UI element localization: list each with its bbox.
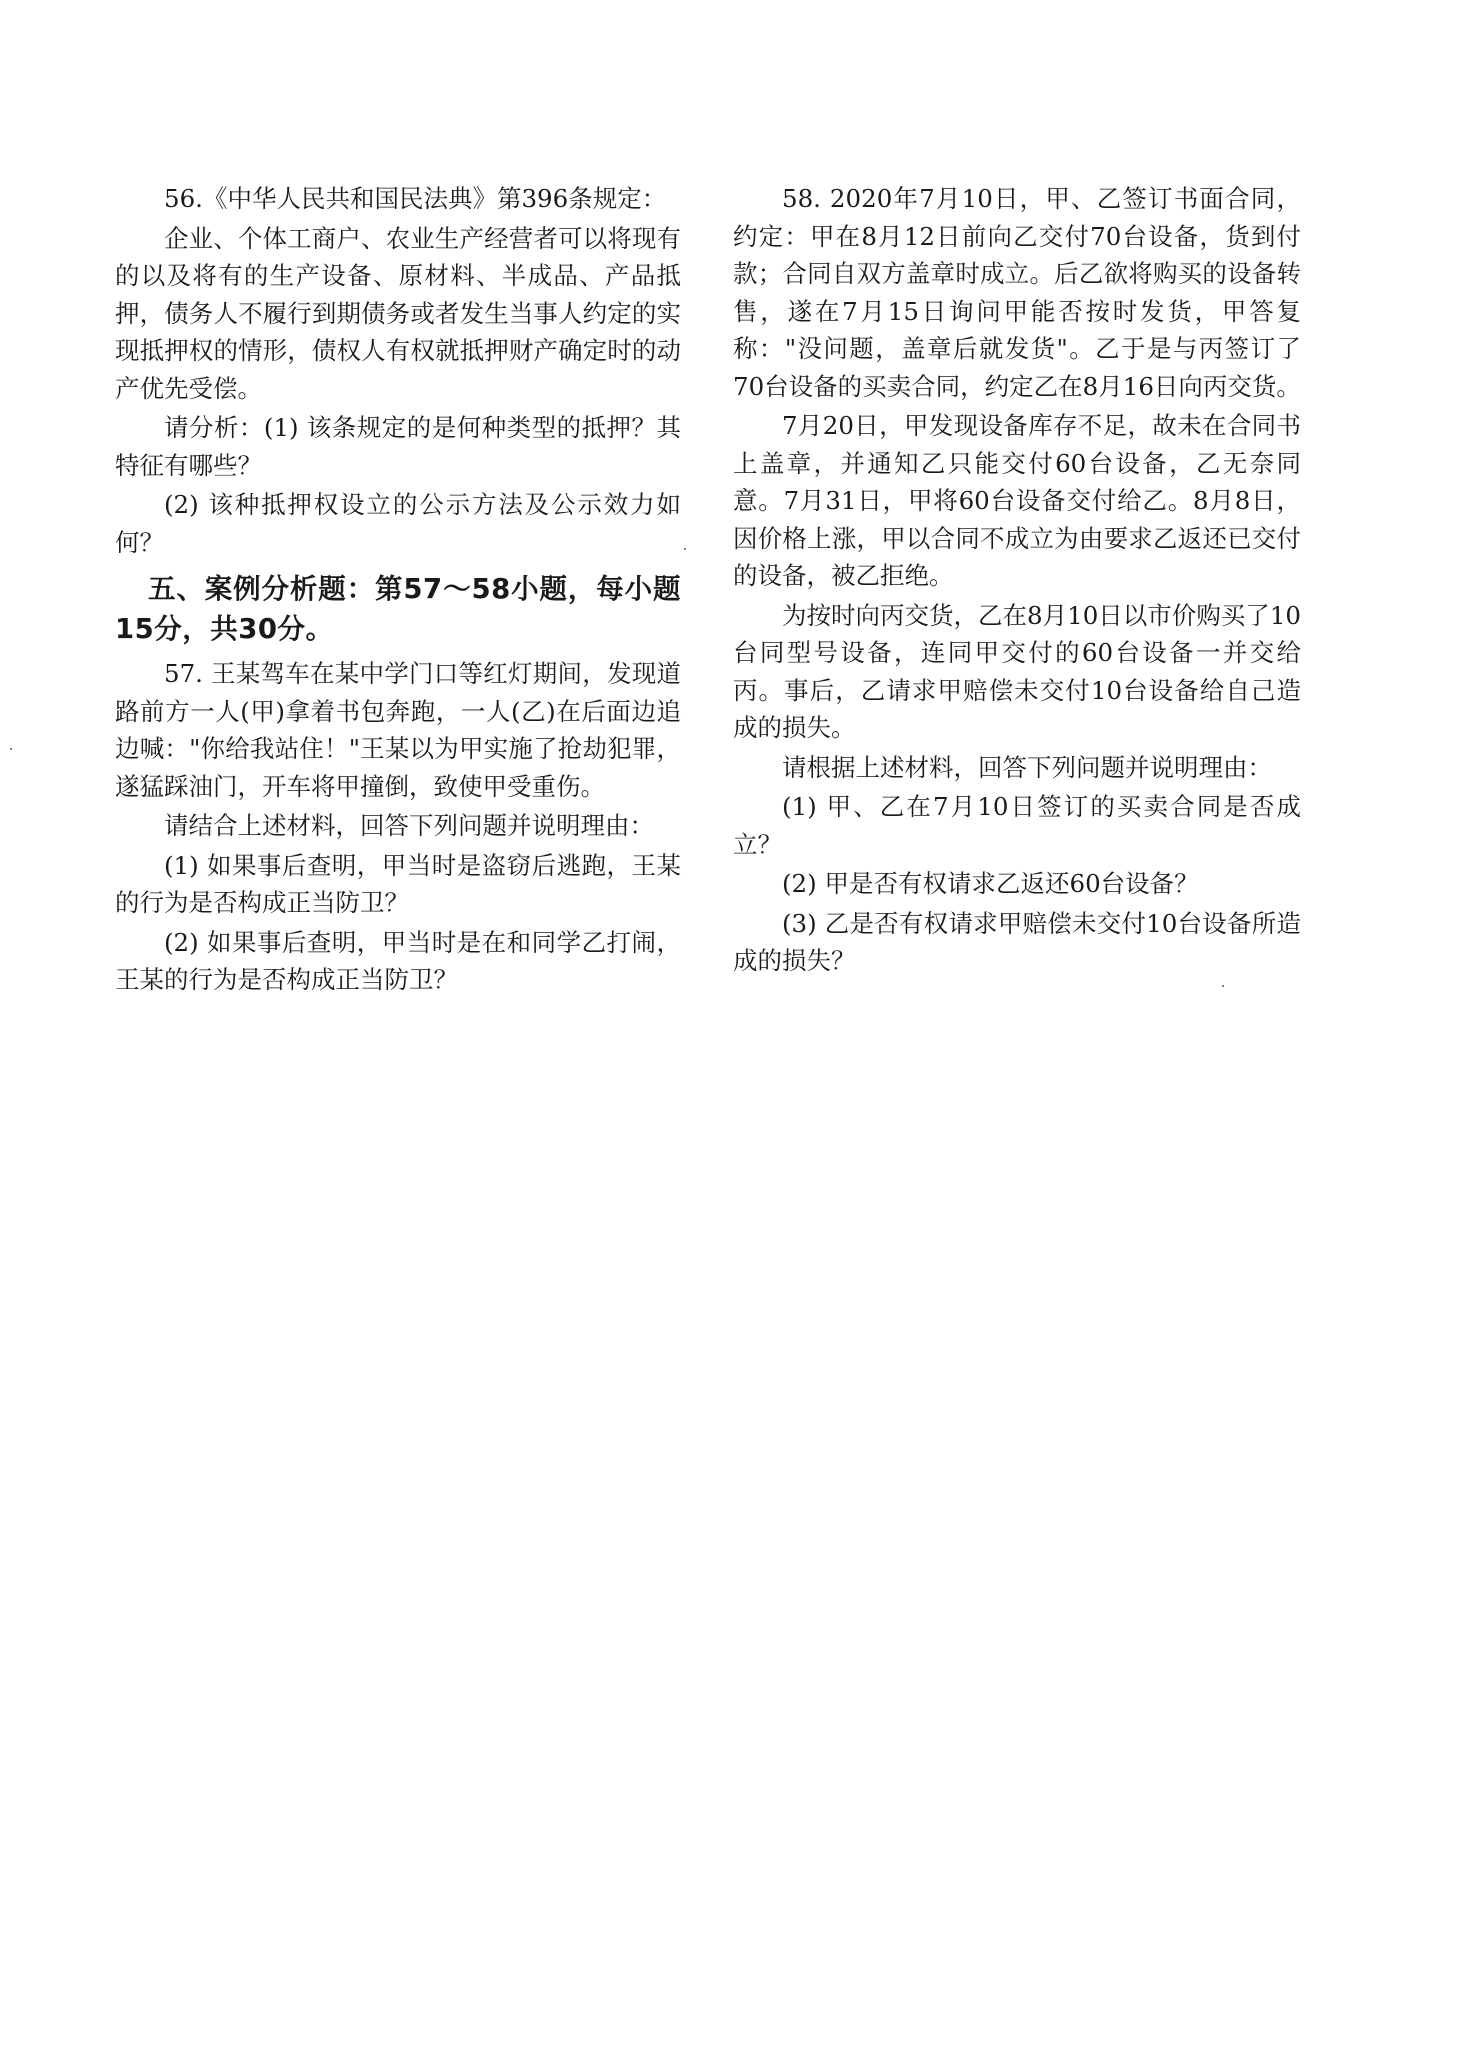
q58-ask-3: (3) 乙是否有权请求甲赔偿未交付10台设备所造成的损失？ (733, 908, 1301, 975)
q58-instruction: 请根据上述材料，回答下列问题并说明理由： (782, 752, 1272, 782)
right-column (733, 180, 1301, 980)
q58-para-1: 58. 2020年7月10日，甲、乙签订书面合同，约定：甲在8月12日前向乙交付70台设备，货到付款；合同自双方盖章时成立。后乙欲将购买的设备转售，遂在7月15日询问甲能否按时发货，甲答复称："没问题，盖章后就发货"。乙于是与丙签订了70台设备的买卖合同，约定乙在8月16日向丙交货。 (733, 184, 1301, 401)
q58-ask-2: (2) 甲是否有权请求乙返还60台设备？ (782, 869, 1199, 898)
scan-speck (684, 548, 686, 550)
q57-ask-1: (1) 如果事后查明，甲当时是盗窃后逃跑，王某的行为是否构成正当防卫？ (115, 850, 681, 917)
q57-instruction: 请结合上述材料，回答下列问题并说明理由： (164, 811, 654, 840)
left-column (115, 180, 681, 999)
scan-speck (10, 748, 12, 750)
q57-ask-2: (2) 如果事后查明，甲当时是在和同学乙打闹，王某的行为是否构成正当防卫？ (115, 927, 681, 994)
q56-ask-2: (2) 该种抵押权设立的公示方法及公示效力如何？ (115, 490, 681, 557)
q58-para-2: 7月20日，甲发现设备库存不足，故未在合同书上盖章，并通知乙只能交付60台设备，乙无奈同意。7月31日，甲将60台设备交付给乙。8月8日，因价格上涨，甲以合同不成立为由要求乙返还已交付的设备，被乙拒绝。 (733, 411, 1301, 590)
q58-para-3: 为按时向丙交货，乙在8月10日以市价购买了10台同型号设备，连同甲交付的60台设备一并交给丙。事后，乙请求甲赔偿未交付10台设备给自己造成的损失。 (733, 600, 1301, 742)
section-heading: 五、案例分析题：第57～58小题，每小题15分，共30分。 (115, 573, 681, 645)
q56-quote: 企业、个体工商户、农业生产经营者可以将现有的以及将有的生产设备、原材料、半成品、产品抵押，债务人不履行到期债务或者发生当事人约定的实现抵押权的情形，债权人有权就抵押财产确定时的动产优先受偿。 (115, 223, 681, 403)
q56-ask-1: 请分析：(1) 该条规定的是何种类型的抵押？其特征有哪些？ (115, 413, 681, 480)
q56-stem: 56.《中华人民共和国民法典》第396条规定： (164, 184, 667, 213)
scan-speck (1222, 985, 1224, 987)
q57-stem: 57. 王某驾车在某中学门口等红灯期间，发现道路前方一人(甲)拿着书包奔跑，一人(乙)在后面边追边喊："你给我站住！"王某以为甲实施了抢劫犯罪，遂猛踩油门，开车将甲撞倒，致使甲受重伤。 (115, 659, 681, 801)
q58-ask-1: (1) 甲、乙在7月10日签订的买卖合同是否成立？ (733, 792, 1301, 859)
